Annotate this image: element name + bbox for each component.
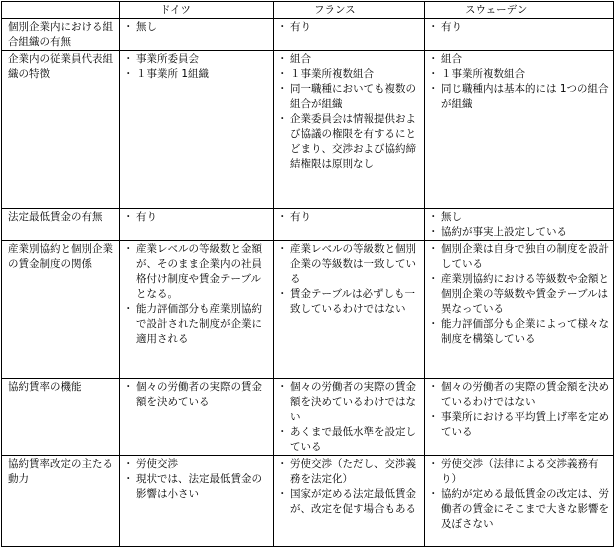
header-france: フランス	[274, 2, 425, 19]
bullet-item: ・ 協約が事実上設定している	[429, 225, 609, 240]
bullet-list	[124, 242, 269, 347]
cell-germany	[120, 379, 274, 456]
bullet-item: ・ 有り	[124, 210, 269, 225]
cell-sweden	[425, 456, 614, 547]
bullet-item: ・ 労使交渉（法律による交渉義務有り）	[429, 457, 609, 487]
row-label: 法定最低賃金の有無	[2, 209, 120, 241]
row-label: 協約賃率改定の主たる動力	[2, 456, 120, 547]
table-row	[2, 19, 614, 51]
bullet-item: ・ 有り	[278, 210, 420, 225]
bullet-item: ・ １事業所複数組合	[278, 67, 420, 82]
row-label: 協約賃率の機能	[2, 379, 120, 456]
cell-germany	[120, 209, 274, 241]
bullet-item: ・ あくまで最低水準を設定している	[278, 425, 420, 455]
bullet-item: ・ 個々の労働者の実際の賃金額を決めているわけではない	[278, 380, 420, 425]
bullet-list	[124, 457, 269, 502]
bullet-item: ・ 能力評価部分も企業によって様々な制度を構築している	[429, 317, 609, 347]
comparison-table	[1, 1, 614, 547]
bullet-list	[278, 20, 420, 35]
cell-france	[274, 209, 425, 241]
bullet-item: ・ 有り	[429, 20, 609, 35]
bullet-list	[429, 52, 609, 112]
bullet-item: ・ 企業委員会は情報提供および協議の権限を有するにとどまり、交渉および協約締結権限は原則なし	[278, 112, 420, 172]
bullet-item: ・ 労使交渉（ただし、交渉義務を法定化）	[278, 457, 420, 487]
bullet-item: ・ 同一職種においても複数の組合が組織	[278, 82, 420, 112]
bullet-list	[429, 457, 609, 532]
bullet-list	[429, 242, 609, 347]
table-row	[2, 51, 614, 209]
bullet-list	[429, 380, 609, 440]
cell-germany	[120, 241, 274, 379]
table-body	[2, 19, 614, 547]
cell-france	[274, 456, 425, 547]
bullet-item: ・ 国家が定める法定最低賃金が、改定を促す場合もある	[278, 487, 420, 517]
cell-france	[274, 241, 425, 379]
bullet-item: ・ 組合	[278, 52, 420, 67]
bullet-list	[429, 20, 609, 35]
cell-germany	[120, 19, 274, 51]
table-row	[2, 379, 614, 456]
bullet-item: ・ 産業別協約における等級数や金額と個別企業の等級数や賃金テーブルは異なっている	[429, 272, 609, 317]
header-germany: ドイツ	[120, 2, 274, 19]
cell-sweden	[425, 379, 614, 456]
bullet-item: ・ 有り	[278, 20, 420, 35]
bullet-item: ・ 同じ職種内は基本的には 1つの組合が組織	[429, 82, 609, 112]
header-sweden: スウェーデン	[425, 2, 614, 19]
cell-germany	[120, 51, 274, 209]
bullet-list	[124, 210, 269, 225]
bullet-item: ・ 賃金テーブルは必ずしも一致しているわけではない	[278, 287, 420, 317]
bullet-list	[124, 52, 269, 82]
table-row	[2, 456, 614, 547]
bullet-list	[278, 52, 420, 172]
bullet-item: ・ 事業所における平均賃上げ率を定めている	[429, 410, 609, 440]
bullet-item: ・ 産業レベルの等級数と金額が、そのまま企業内の社員格付け制度や賃金テーブルとなる。	[124, 242, 269, 302]
bullet-list	[278, 210, 420, 225]
bullet-item: ・ 個々の労働者の実際の賃金額を決めている	[124, 380, 269, 410]
cell-sweden	[425, 19, 614, 51]
header-corner	[2, 2, 120, 19]
bullet-item: ・ 事業所委員会	[124, 52, 269, 67]
row-label: 産業別協約と個別企業の賃金制度の関係	[2, 241, 120, 379]
bullet-item: ・ 個々の労働者の実際の賃金額を決めているわけではない	[429, 380, 609, 410]
bullet-list	[278, 457, 420, 517]
cell-france	[274, 19, 425, 51]
cell-france	[274, 379, 425, 456]
bullet-item: ・ 産業レベルの等級数と個別企業の等級数は一致している	[278, 242, 420, 287]
cell-france	[274, 51, 425, 209]
table-row	[2, 209, 614, 241]
bullet-item: ・ 個別企業は自身で独自の制度を設計している	[429, 242, 609, 272]
bullet-item: ・ 組合	[429, 52, 609, 67]
row-label: 企業内の従業員代表組織の特徴	[2, 51, 120, 209]
bullet-item: ・ 無し	[429, 210, 609, 225]
row-label: 個別企業内における組合組織の有無	[2, 19, 120, 51]
bullet-item: ・ 協約が定める最低賃金の改定は、労働者の賃金にそこまで大きな影響を及ぼさない	[429, 487, 609, 532]
bullet-list	[278, 380, 420, 455]
cell-sweden	[425, 51, 614, 209]
bullet-list	[124, 380, 269, 410]
bullet-list	[429, 210, 609, 240]
bullet-item: ・ 能力評価部分も産業別協約で設計された制度が企業に適用される	[124, 302, 269, 347]
bullet-item: ・ １事業所 1組織	[124, 67, 269, 82]
bullet-item: ・ 無し	[124, 20, 269, 35]
cell-sweden	[425, 209, 614, 241]
cell-germany	[120, 456, 274, 547]
table-row	[2, 241, 614, 379]
bullet-item: ・ 現状では、法定最低賃金の影響は小さい	[124, 472, 269, 502]
header-row	[2, 2, 614, 19]
bullet-list	[278, 242, 420, 317]
bullet-list	[124, 20, 269, 35]
bullet-item: ・ 労使交渉	[124, 457, 269, 472]
bullet-item: ・ １事業所複数組合	[429, 67, 609, 82]
cell-sweden	[425, 241, 614, 379]
